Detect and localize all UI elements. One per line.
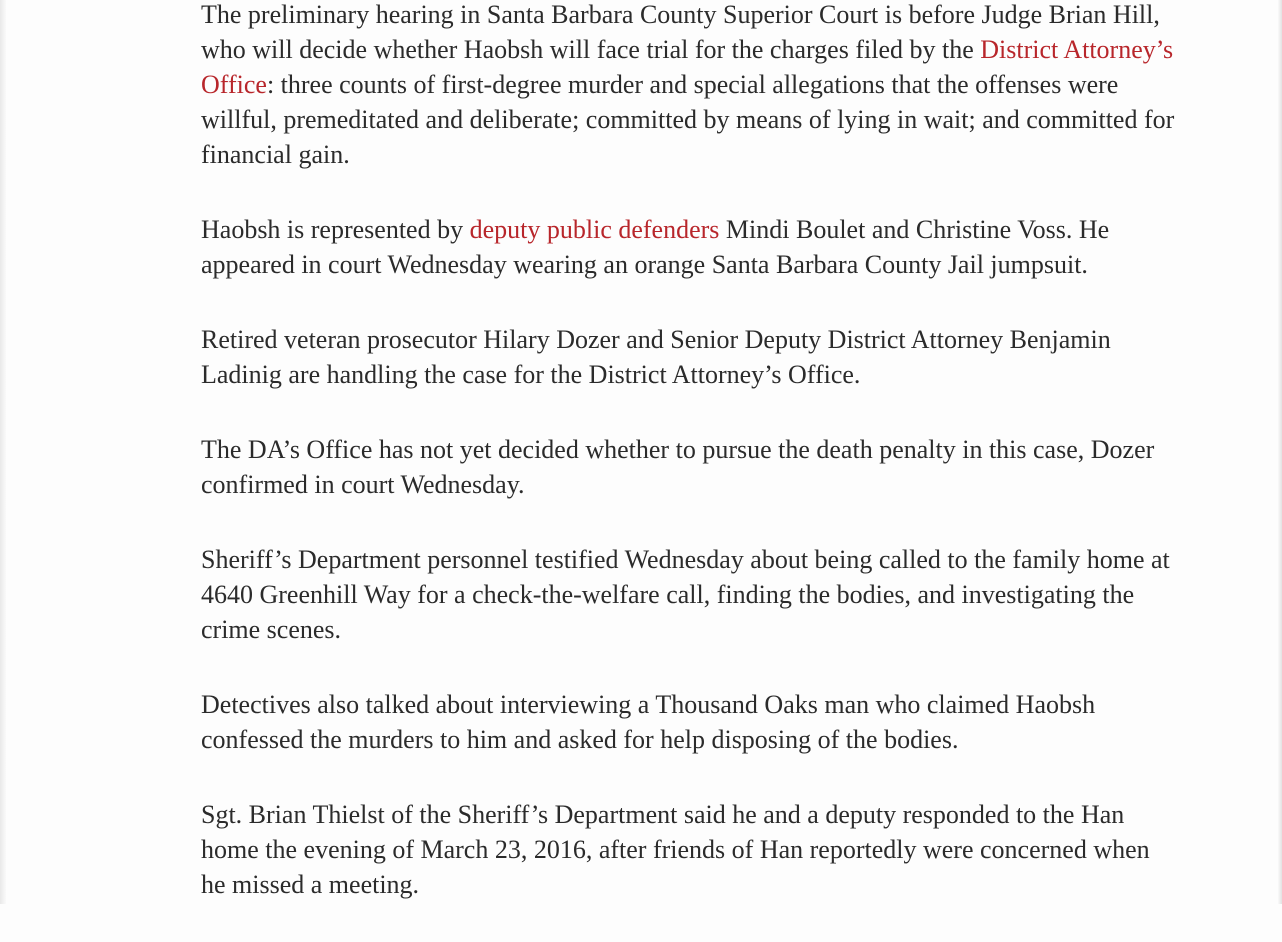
article-body (201, 0, 1176, 942)
page-edge-left (0, 0, 6, 904)
paragraph-sheriff-testimony: Sheriff’s Department personnel testified Wednesday about being called to the family home at 4640 Greenhill Way for a check-the-welfare call, finding the bodies, and investigating the crime scenes. (201, 545, 1170, 644)
page-edge-right (1278, 0, 1282, 904)
paragraph-text: : three counts of first-degree murder and special allegations that the offenses were willful, premeditated and deliberate; committed by means of lying in wait; and committed for financial gain. (201, 70, 1175, 169)
paragraph-sgt-thielst: Sgt. Brian Thielst of the Sheriff’s Department said he and a deputy responded to the Han home the evening of March 23, 2016, after friends of Han reportedly were concerned when he missed a meeting. (201, 800, 1150, 899)
paragraph-text: The preliminary hearing in Santa Barbara County Superior Court is before Judge Brian Hill, who will decide whether Haobsh will face trial for the charges filed by the (201, 0, 1160, 64)
deputy-public-defenders-link[interactable]: deputy public defenders (469, 215, 720, 244)
paragraph-text: Mindi Boulet and Christine Voss. He appeared in court Wednesday wearing an orange Santa Barbara County Jail jumpsuit. (201, 215, 1110, 279)
paragraph-text: Haobsh is represented by (201, 215, 470, 244)
paragraph-detectives: Detectives also talked about interviewing a Thousand Oaks man who claimed Haobsh confessed the murders to him and asked for help disposing of the bodies. (201, 690, 1096, 754)
district-attorney-office-link[interactable]: District Attorney’s Office (201, 35, 1174, 99)
paragraph-preliminary-hearing (201, 0, 1176, 172)
paragraph-prosecutors: Retired veteran prosecutor Hilary Dozer and Senior Deputy District Attorney Benjamin Ladinig are handling the case for the District Attorney’s Office. (201, 325, 1111, 389)
paragraph-death-penalty: The DA’s Office has not yet decided whether to pursue the death penalty in this case, Dozer confirmed in court Wednesday. (201, 435, 1155, 499)
paragraph-representation (201, 212, 1176, 282)
